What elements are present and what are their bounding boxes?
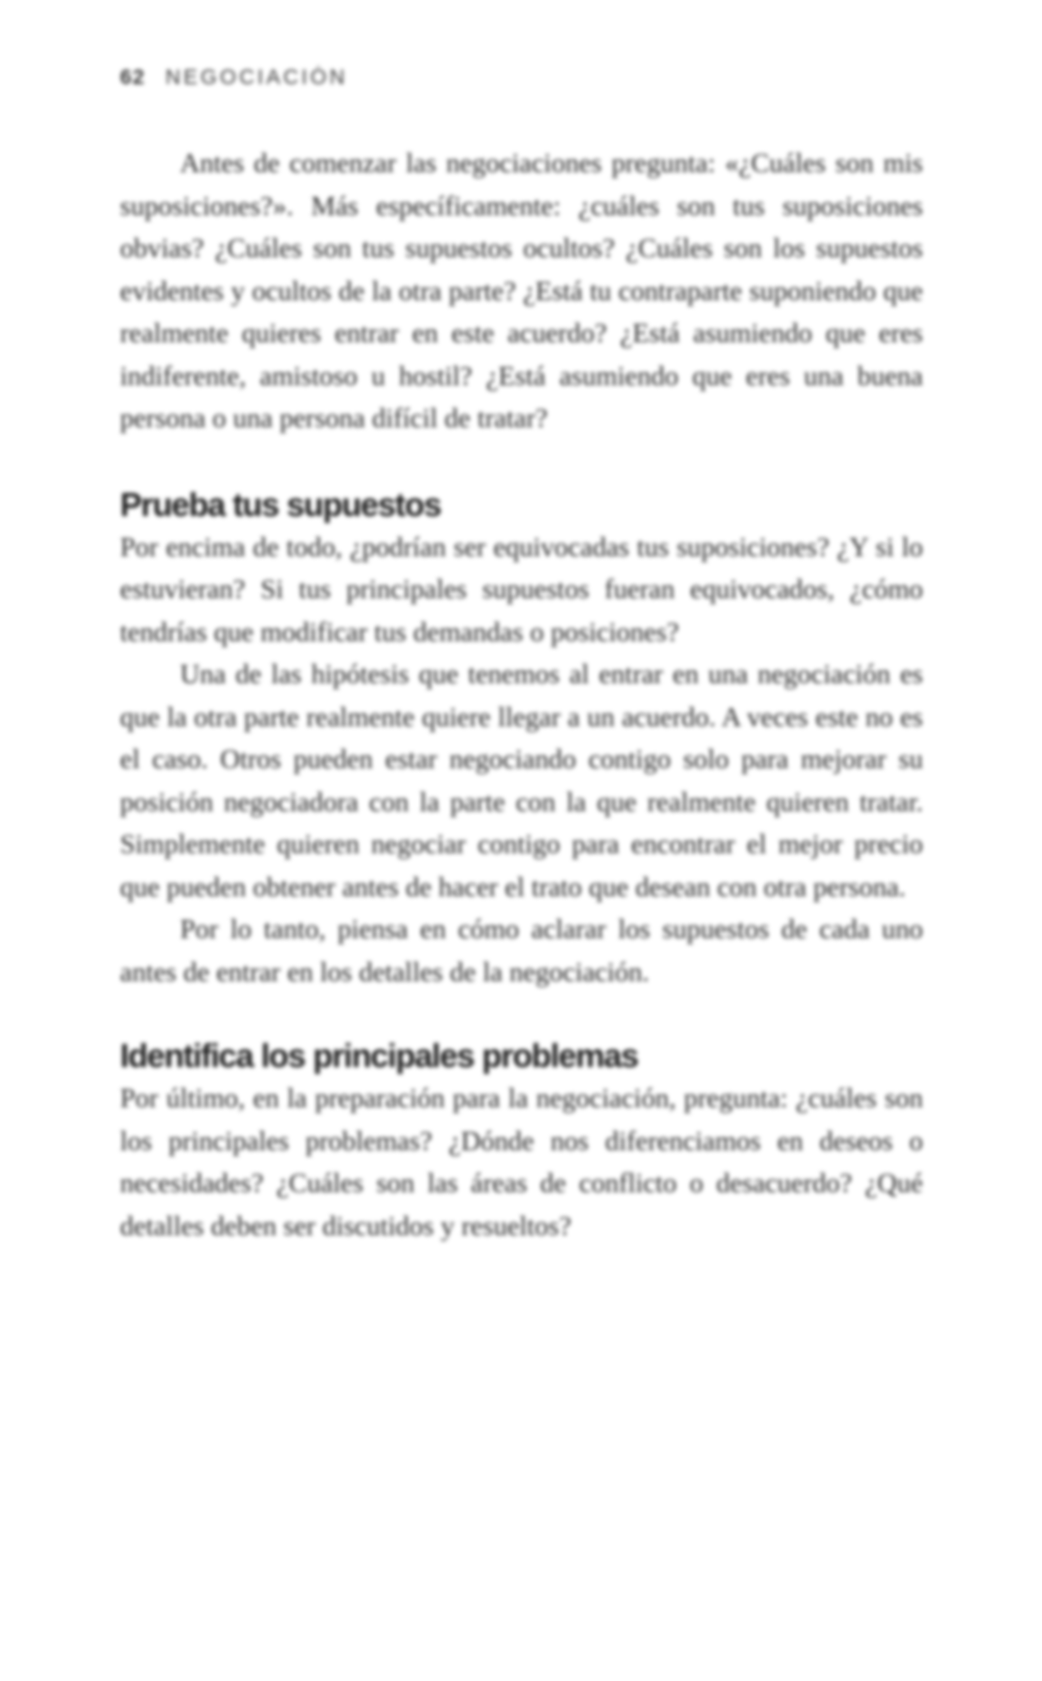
section-heading-test-assumptions: Prueba tus supuestos bbox=[120, 485, 441, 523]
page-body bbox=[120, 142, 923, 1247]
body-paragraph: Por encima de todo, ¿podrían ser equivocadas tus suposiciones? ¿Y si lo estuvieran? Si tus principales supuestos fueran equivocados, ¿cómo tendrías que modificar tus demandas o posiciones? bbox=[120, 530, 923, 647]
body-paragraph: Una de las hipótesis que tenemos al entrar en una negociación es que la otra parte realmente quiere llegar a un acuerdo. A veces este no es el caso. Otros pueden estar negociando contigo solo para mejorar su posición negociadora con la parte con la que realmente quieren tratar. Simplemente quieren negociar contigo para encontrar el mejor precio que pueden obtener antes de hacer el trato que desean con otra persona. bbox=[120, 658, 923, 902]
running-header bbox=[120, 66, 348, 90]
page-number: 62 bbox=[120, 66, 146, 89]
running-title: NEGOCIACIÓN bbox=[165, 66, 348, 89]
body-paragraph: Por último, en la preparación para la negociación, pregunta: ¿cuáles son los principales problemas? ¿Dónde nos diferenciamos en deseos o necesidades? ¿Cuáles son las áreas de conflicto o desacuerdo? ¿Qué detalles deben ser discutidos y resueltos? bbox=[120, 1082, 923, 1241]
intro-paragraph: Antes de comenzar las negociaciones pregunta: «¿Cuáles son mis suposiciones?». Más específicamente: ¿cuáles son tus suposiciones obvias? ¿Cuáles son tus supuestos ocultos? ¿Cuáles son los supuestos evidentes y ocultos de la otra parte? ¿Está tu contraparte suponiendo que realmente quieres entrar en este acuerdo? ¿Está asumiendo que eres indiferente, amistoso u hostil? ¿Está asumiendo que eres una buena persona o una persona difícil de tratar? bbox=[120, 147, 923, 433]
body-paragraph: Por lo tanto, piensa en cómo aclarar los supuestos de cada uno antes de entrar en los detalles de la negociación. bbox=[120, 913, 923, 987]
section-heading-identify-problems: Identifica los principales problemas bbox=[120, 1037, 638, 1074]
